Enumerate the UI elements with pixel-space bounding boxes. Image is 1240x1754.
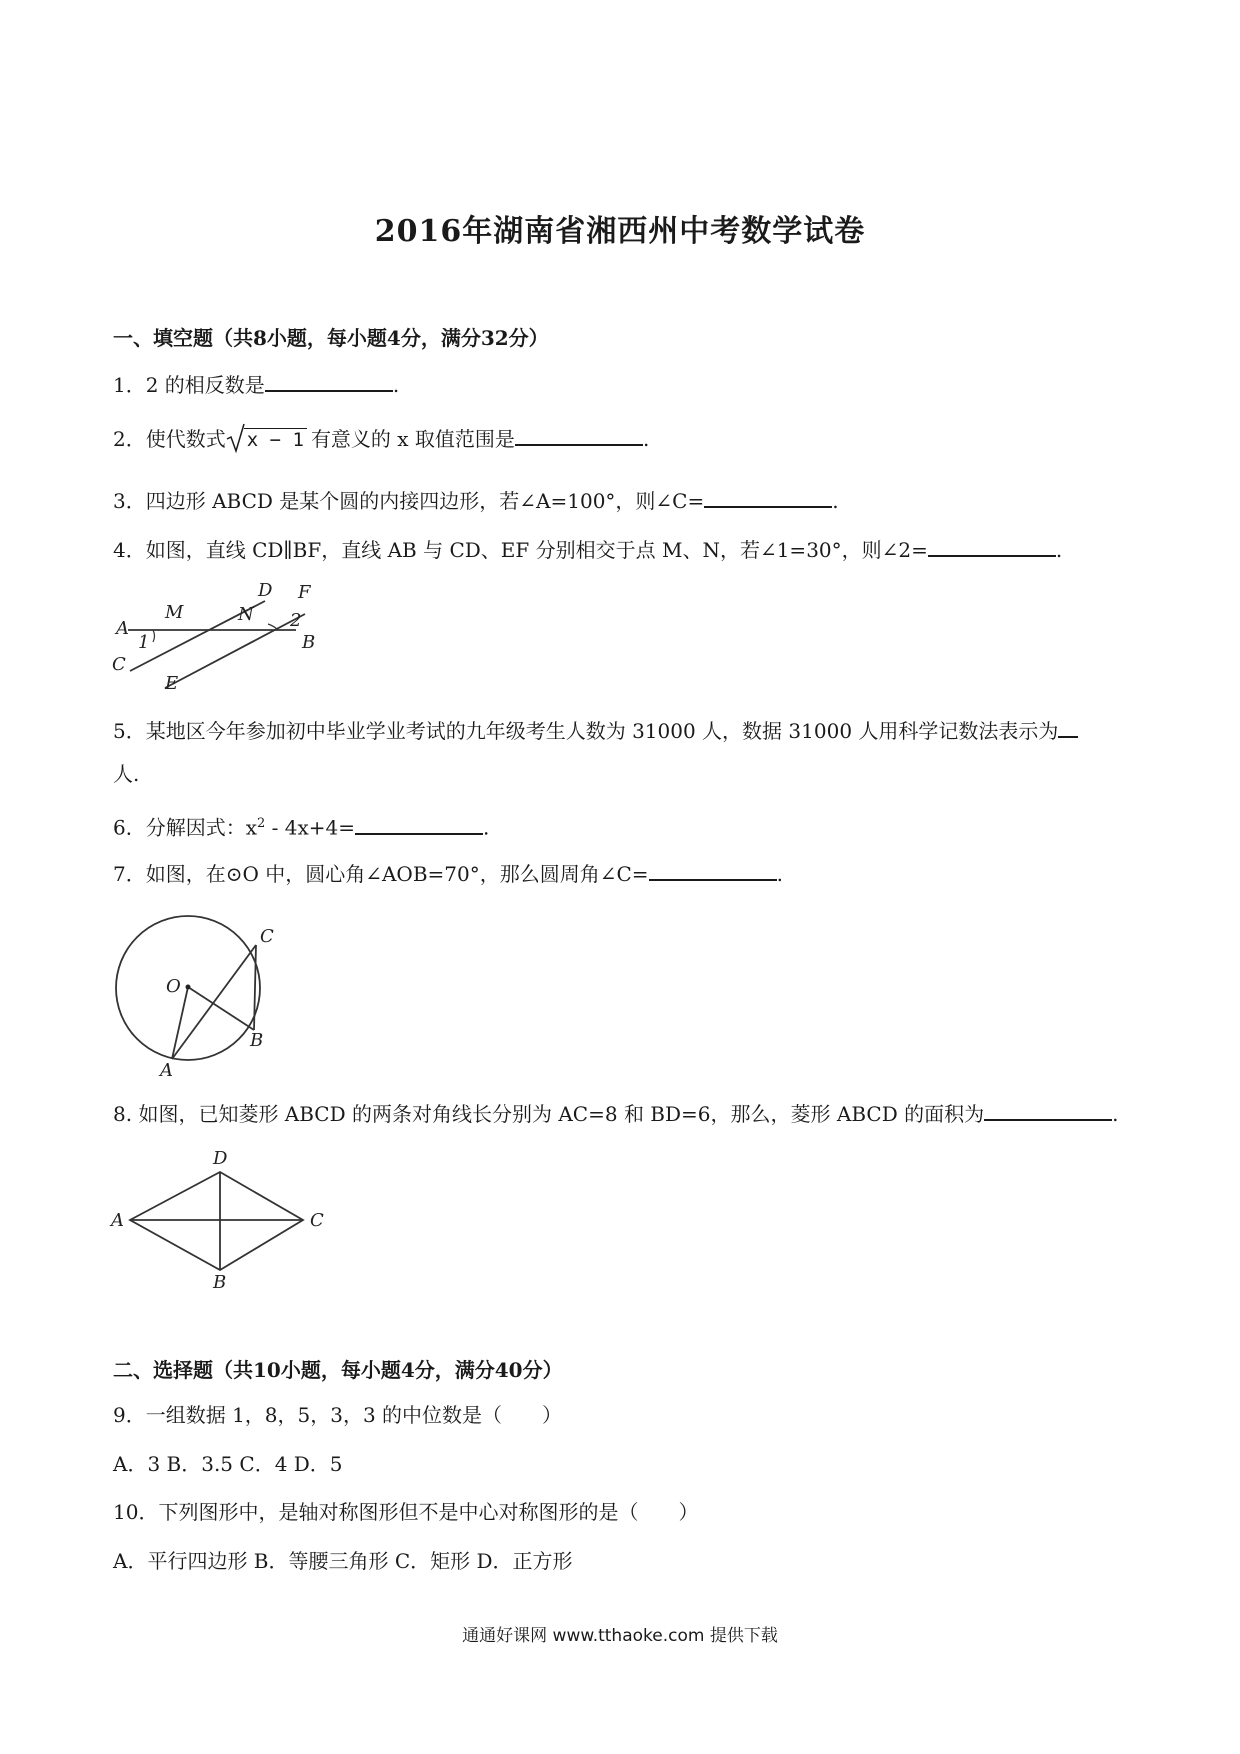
question-8-text: 8. 如图，已知菱形 ABCD 的两条对角线长分别为 AC=8 和 BD=6，那么，菱形 ABCD 的面积为 <box>113 1102 985 1126</box>
question-2-prefix: 2．使代数式 <box>113 427 226 451</box>
label-A: A <box>160 1060 173 1080</box>
page-title: 2016年湖南省湘西州中考数学试卷 <box>374 214 866 249</box>
question-1-text: 1．2 的相反数是 <box>113 373 265 397</box>
rhombus-figure <box>108 1144 333 1294</box>
label-C: C <box>310 1210 324 1231</box>
label-E: E <box>165 673 179 694</box>
label-A: A <box>116 618 129 639</box>
label-D: D <box>258 580 273 601</box>
question-5-continuation: 人. <box>113 762 140 786</box>
radical-sign-icon <box>226 421 246 455</box>
label-C: C <box>260 926 274 947</box>
label-B: B <box>302 632 316 653</box>
label-D: D <box>213 1148 228 1169</box>
question-6-suffix: - 4x+4= <box>265 815 356 840</box>
answer-blank <box>928 533 1056 557</box>
label-M: M <box>165 602 184 623</box>
label-2: 2 <box>290 610 302 631</box>
question-10-options: A．平行四边形 B．等腰三角形 C．矩形 D．正方形 <box>113 1549 573 1573</box>
question-1: 1．2 的相反数是 . <box>113 368 399 399</box>
question-4-text: 4．如图，直线 CD∥BF，直线 AB 与 CD、EF 分别相交于点 M、N，若∠1=30°，则∠2= <box>113 538 928 562</box>
question-10: 10．下列图形中，是轴对称图形但不是中心对称图形的是（ ） <box>113 1500 699 1524</box>
parallel-lines-figure <box>110 578 325 696</box>
question-4: 4．如图，直线 CD∥BF，直线 AB 与 CD、EF 分别相交于点 M、N，若∠1=30°，则∠2= . <box>113 533 1062 564</box>
label-O: O <box>166 976 181 997</box>
circle-figure <box>108 900 283 1080</box>
answer-blank <box>355 811 483 835</box>
page-footer: 通通好课网 www.tthaoke.com 提供下载 <box>462 1626 778 1646</box>
label-N: N <box>238 604 254 625</box>
label-B: B <box>250 1030 264 1051</box>
answer-blank <box>649 857 777 881</box>
question-3: 3．四边形 ABCD 是某个圆的内接四边形，若∠A=100°，则∠C= . <box>113 484 839 515</box>
answer-blank <box>1058 714 1078 738</box>
question-5-text: 5．某地区今年参加初中毕业学业考试的九年级考生人数为 31000 人，数据 31000 人用科学记数法表示为 <box>113 719 1059 743</box>
question-8: 8. 如图，已知菱形 ABCD 的两条对角线长分别为 AC=8 和 BD=6，那么，菱形 ABCD 的面积为 . <box>113 1097 1118 1128</box>
section-heading-multiple-choice: 二、选择题（共10小题，每小题4分，满分40分） <box>113 1358 563 1382</box>
label-F: F <box>298 582 311 603</box>
question-7: 7．如图，在⊙O 中，圆心角∠AOB=70°，那么圆周角∠C= . <box>113 857 783 888</box>
answer-blank <box>704 484 832 508</box>
label-C: C <box>112 654 126 675</box>
section-heading-fill-in: 一、填空题（共8小题，每小题4分，满分32分） <box>113 326 549 350</box>
label-B: B <box>213 1272 227 1293</box>
question-9-options: A．3 B．3.5 C．4 D．5 <box>113 1452 343 1476</box>
square-root-expression: x − 1 <box>226 425 307 454</box>
label-1: 1 <box>138 632 150 653</box>
question-7-text: 7．如图，在⊙O 中，圆心角∠AOB=70°，那么圆周角∠C= <box>113 862 649 886</box>
question-5 <box>113 714 1078 745</box>
question-6: 6．分解因式：$x^2 - 4x+4=$ . <box>113 810 489 842</box>
question-9: 9．一组数据 1，8，5，3，3 的中位数是（ ） <box>113 1403 563 1427</box>
question-2: 2．使代数式 x − 1 有意义的 x 取值范围是 . <box>113 422 649 454</box>
question-3-text: 3．四边形 ABCD 是某个圆的内接四边形，若∠A=100°，则∠C= <box>113 489 705 513</box>
answer-blank <box>515 422 643 446</box>
answer-blank <box>984 1097 1112 1121</box>
answer-blank <box>265 368 393 392</box>
question-2-suffix: 有意义的 x 取值范围是 <box>310 427 515 451</box>
label-A: A <box>111 1210 124 1231</box>
question-6-prefix: 6．分解因式：x <box>113 815 258 840</box>
exponent: 2 <box>257 816 266 831</box>
